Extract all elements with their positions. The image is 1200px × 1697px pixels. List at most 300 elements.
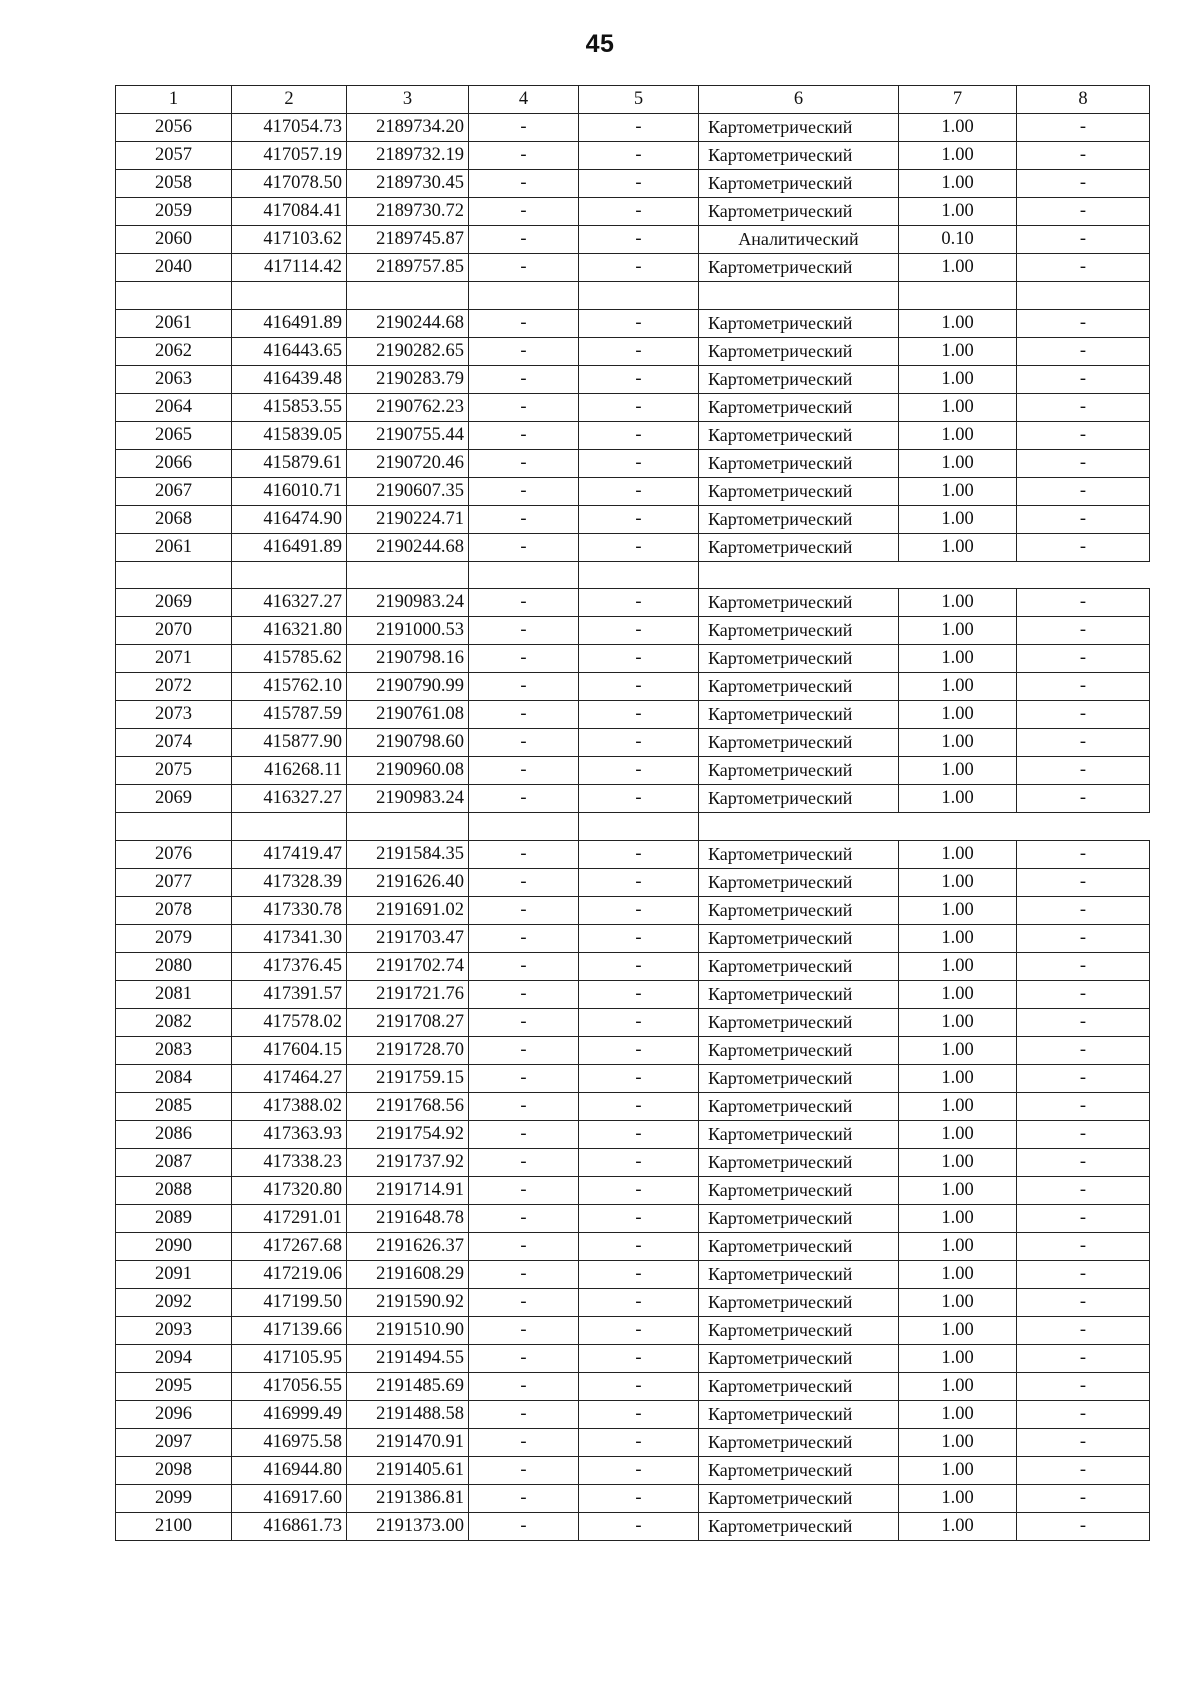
page-number: 45 [585,30,615,58]
coord-x-cell: 415787.59 [232,701,347,729]
col4-cell: - [469,840,579,868]
coord-y-cell: 2190755.44 [347,421,469,449]
table-row [116,1456,1150,1484]
method-cell: Картометрический [699,980,899,1008]
empty-cell [116,813,232,841]
col5-cell: - [579,1512,699,1540]
col5-cell: - [579,1176,699,1204]
coord-x-cell: 416439.48 [232,365,347,393]
method-cell: Картометрический [699,1456,899,1484]
coord-y-cell: 2190960.08 [347,757,469,785]
point-number-cell: 2066 [116,449,232,477]
empty-cell [699,282,899,310]
coord-x-cell: 417114.42 [232,254,347,282]
col8-cell: - [1017,393,1150,421]
coord-y-cell: 2191494.55 [347,1344,469,1372]
col5-cell: - [579,924,699,952]
coord-x-cell: 417219.06 [232,1260,347,1288]
coord-y-cell: 2190282.65 [347,337,469,365]
col5-cell: - [579,673,699,701]
col4-cell: - [469,896,579,924]
col8-cell: - [1017,1484,1150,1512]
col4-cell: - [469,589,579,617]
col5-cell: - [579,589,699,617]
col4-cell: - [469,1456,579,1484]
col4-cell: - [469,673,579,701]
method-cell: Картометрический [699,1260,899,1288]
point-number-cell: 2072 [116,673,232,701]
point-number-cell: 2064 [116,393,232,421]
col8-cell: - [1017,980,1150,1008]
col4-cell: - [469,701,579,729]
col5-cell: - [579,840,699,868]
coord-y-cell: 2191737.92 [347,1148,469,1176]
col4-cell: - [469,449,579,477]
column-header: 5 [579,86,699,114]
col5-cell: - [579,198,699,226]
column-header: 4 [469,86,579,114]
table-row [116,1204,1150,1232]
table-row [116,365,1150,393]
table-row [116,617,1150,645]
point-number-cell: 2065 [116,421,232,449]
accuracy-cell: 1.00 [899,337,1017,365]
coord-x-cell: 417054.73 [232,114,347,142]
point-number-cell: 2071 [116,645,232,673]
method-cell: Картометрический [699,254,899,282]
table-row [116,1176,1150,1204]
col5-cell: - [579,1316,699,1344]
col8-cell: - [1017,1036,1150,1064]
col8-cell: - [1017,142,1150,170]
col5-cell: - [579,952,699,980]
method-cell: Картометрический [699,617,899,645]
coord-x-cell: 417604.15 [232,1036,347,1064]
method-cell: Картометрический [699,1120,899,1148]
col4-cell: - [469,1036,579,1064]
point-number-cell: 2081 [116,980,232,1008]
empty-cell [579,282,699,310]
col8-cell: - [1017,757,1150,785]
col8-cell: - [1017,421,1150,449]
point-number-cell: 2087 [116,1148,232,1176]
col4-cell: - [469,1176,579,1204]
method-cell: Картометрический [699,1204,899,1232]
point-number-cell: 2092 [116,1288,232,1316]
col4-cell: - [469,254,579,282]
column-header: 7 [899,86,1017,114]
col5-cell: - [579,533,699,561]
col5-cell: - [579,868,699,896]
method-cell: Картометрический [699,673,899,701]
method-cell: Картометрический [699,645,899,673]
accuracy-cell: 1.00 [899,198,1017,226]
table-row [116,1148,1150,1176]
col5-cell: - [579,365,699,393]
method-cell: Картометрический [699,449,899,477]
col8-cell: - [1017,1260,1150,1288]
table-row [116,1232,1150,1260]
col4-cell: - [469,114,579,142]
col5-cell: - [579,1148,699,1176]
col4-cell: - [469,393,579,421]
table-row [116,757,1150,785]
table-row [116,896,1150,924]
col4-cell: - [469,1400,579,1428]
col8-cell: - [1017,1316,1150,1344]
col4-cell: - [469,952,579,980]
col4-cell: - [469,365,579,393]
empty-cell [232,561,347,589]
coord-x-cell: 417078.50 [232,170,347,198]
col5-cell: - [579,896,699,924]
col4-cell: - [469,1316,579,1344]
table-row [116,1008,1150,1036]
accuracy-cell: 1.00 [899,1176,1017,1204]
method-cell: Картометрический [699,421,899,449]
accuracy-cell: 1.00 [899,729,1017,757]
col4-cell: - [469,645,579,673]
col4-cell: - [469,729,579,757]
accuracy-cell: 1.00 [899,114,1017,142]
col5-cell: - [579,393,699,421]
column-header: 2 [232,86,347,114]
coord-y-cell: 2189757.85 [347,254,469,282]
col4-cell: - [469,142,579,170]
table-row [116,254,1150,282]
point-number-cell: 2091 [116,1260,232,1288]
accuracy-cell: 1.00 [899,1148,1017,1176]
accuracy-cell: 1.00 [899,142,1017,170]
accuracy-cell: 1.00 [899,1400,1017,1428]
coord-x-cell: 417291.01 [232,1204,347,1232]
table-row [116,421,1150,449]
method-cell: Картометрический [699,1288,899,1316]
col8-cell: - [1017,729,1150,757]
coord-x-cell: 415853.55 [232,393,347,421]
table-row [116,1344,1150,1372]
point-number-cell: 2068 [116,505,232,533]
accuracy-cell: 1.00 [899,673,1017,701]
col4-cell: - [469,1260,579,1288]
accuracy-cell: 1.00 [899,1204,1017,1232]
coord-x-cell: 416474.90 [232,505,347,533]
empty-cell [469,561,579,589]
point-number-cell: 2056 [116,114,232,142]
table-row [116,1120,1150,1148]
coord-x-cell: 417341.30 [232,924,347,952]
column-header: 3 [347,86,469,114]
col5-cell: - [579,1484,699,1512]
col8-cell: - [1017,1008,1150,1036]
table-row [116,673,1150,701]
point-number-cell: 2069 [116,589,232,617]
col5-cell: - [579,449,699,477]
coord-y-cell: 2191373.00 [347,1512,469,1540]
table-row [116,1512,1150,1540]
col4-cell: - [469,1344,579,1372]
col8-cell: - [1017,477,1150,505]
point-number-cell: 2094 [116,1344,232,1372]
table-row [116,142,1150,170]
col5-cell: - [579,1232,699,1260]
col4-cell: - [469,170,579,198]
coord-y-cell: 2189734.20 [347,114,469,142]
table-row [116,309,1150,337]
method-cell: Картометрический [699,1008,899,1036]
table-row [116,1036,1150,1064]
coord-y-cell: 2191728.70 [347,1036,469,1064]
accuracy-cell: 1.00 [899,645,1017,673]
method-cell: Картометрический [699,198,899,226]
coord-x-cell: 417419.47 [232,840,347,868]
method-cell: Картометрический [699,701,899,729]
col5-cell: - [579,421,699,449]
col5-cell: - [579,170,699,198]
method-cell: Картометрический [699,505,899,533]
accuracy-cell: 1.00 [899,701,1017,729]
method-cell: Картометрический [699,1400,899,1428]
empty-cell [699,813,1150,841]
col4-cell: - [469,198,579,226]
coord-x-cell: 416443.65 [232,337,347,365]
accuracy-cell: 1.00 [899,254,1017,282]
method-cell: Картометрический [699,1148,899,1176]
table-row [116,1260,1150,1288]
col8-cell: - [1017,1232,1150,1260]
coord-x-cell: 417084.41 [232,198,347,226]
point-number-cell: 2077 [116,868,232,896]
coord-x-cell: 417391.57 [232,980,347,1008]
method-cell: Картометрический [699,1344,899,1372]
point-number-cell: 2084 [116,1064,232,1092]
column-header: 1 [116,86,232,114]
coord-x-cell: 417388.02 [232,1092,347,1120]
col4-cell: - [469,868,579,896]
coord-x-cell: 417105.95 [232,1344,347,1372]
accuracy-cell: 1.00 [899,980,1017,1008]
coord-y-cell: 2190761.08 [347,701,469,729]
col8-cell: - [1017,673,1150,701]
table-row [116,1316,1150,1344]
col5-cell: - [579,1204,699,1232]
accuracy-cell: 1.00 [899,170,1017,198]
coord-y-cell: 2190283.79 [347,365,469,393]
method-cell: Картометрический [699,868,899,896]
table-row [116,1372,1150,1400]
accuracy-cell: 1.00 [899,1260,1017,1288]
coord-y-cell: 2189745.87 [347,226,469,254]
col8-cell: - [1017,1372,1150,1400]
col5-cell: - [579,785,699,813]
table-row [116,1092,1150,1120]
col5-cell: - [579,729,699,757]
method-cell: Картометрический [699,1092,899,1120]
col5-cell: - [579,617,699,645]
coord-y-cell: 2191485.69 [347,1372,469,1400]
point-number-cell: 2096 [116,1400,232,1428]
col4-cell: - [469,1064,579,1092]
point-number-cell: 2095 [116,1372,232,1400]
table-row [116,980,1150,1008]
method-cell: Картометрический [699,393,899,421]
table-body [116,86,1150,1541]
col4-cell: - [469,1484,579,1512]
separator-row [116,813,1150,841]
empty-cell [347,561,469,589]
col5-cell: - [579,337,699,365]
accuracy-cell: 1.00 [899,309,1017,337]
accuracy-cell: 1.00 [899,1064,1017,1092]
coord-y-cell: 2191584.35 [347,840,469,868]
method-cell: Картометрический [699,365,899,393]
col8-cell: - [1017,337,1150,365]
col5-cell: - [579,1120,699,1148]
coord-x-cell: 417328.39 [232,868,347,896]
col4-cell: - [469,1288,579,1316]
col4-cell: - [469,1372,579,1400]
table-row [116,114,1150,142]
accuracy-cell: 1.00 [899,393,1017,421]
coord-y-cell: 2191590.92 [347,1288,469,1316]
coord-y-cell: 2189732.19 [347,142,469,170]
method-cell: Картометрический [699,1316,899,1344]
point-number-cell: 2061 [116,533,232,561]
table-row [116,924,1150,952]
col4-cell: - [469,1512,579,1540]
col5-cell: - [579,980,699,1008]
method-cell: Картометрический [699,309,899,337]
coord-x-cell: 415785.62 [232,645,347,673]
col4-cell: - [469,226,579,254]
table-row [116,1428,1150,1456]
col4-cell: - [469,617,579,645]
method-cell: Картометрический [699,114,899,142]
point-number-cell: 2089 [116,1204,232,1232]
table-row [116,701,1150,729]
col8-cell: - [1017,645,1150,673]
point-number-cell: 2063 [116,365,232,393]
table-row [116,1064,1150,1092]
coord-y-cell: 2190798.60 [347,729,469,757]
point-number-cell: 2076 [116,840,232,868]
col8-cell: - [1017,785,1150,813]
accuracy-cell: 1.00 [899,533,1017,561]
accuracy-cell: 1.00 [899,1316,1017,1344]
coord-x-cell: 416010.71 [232,477,347,505]
col5-cell: - [579,114,699,142]
col5-cell: - [579,142,699,170]
method-cell: Картометрический [699,896,899,924]
col5-cell: - [579,1344,699,1372]
coord-x-cell: 417330.78 [232,896,347,924]
point-number-cell: 2040 [116,254,232,282]
column-header: 8 [1017,86,1150,114]
col4-cell: - [469,924,579,952]
coord-x-cell: 417376.45 [232,952,347,980]
method-cell: Картометрический [699,337,899,365]
col5-cell: - [579,1428,699,1456]
empty-cell [232,813,347,841]
accuracy-cell: 1.00 [899,1008,1017,1036]
col8-cell: - [1017,254,1150,282]
coord-y-cell: 2191714.91 [347,1176,469,1204]
table-row [116,170,1150,198]
point-number-cell: 2082 [116,1008,232,1036]
point-number-cell: 2088 [116,1176,232,1204]
point-number-cell: 2080 [116,952,232,980]
col8-cell: - [1017,1176,1150,1204]
coord-y-cell: 2191405.61 [347,1456,469,1484]
col8-cell: - [1017,365,1150,393]
coord-x-cell: 416861.73 [232,1512,347,1540]
table-row [116,226,1150,254]
empty-cell [347,282,469,310]
accuracy-cell: 1.00 [899,477,1017,505]
col8-cell: - [1017,449,1150,477]
coord-y-cell: 2191000.53 [347,617,469,645]
point-number-cell: 2078 [116,896,232,924]
col5-cell: - [579,1064,699,1092]
accuracy-cell: 1.00 [899,1484,1017,1512]
point-number-cell: 2061 [116,309,232,337]
table-row [116,449,1150,477]
coord-y-cell: 2190983.24 [347,785,469,813]
table-row [116,589,1150,617]
table-row [116,393,1150,421]
col5-cell: - [579,1092,699,1120]
empty-cell [1017,282,1150,310]
accuracy-cell: 1.00 [899,1232,1017,1260]
empty-cell [899,282,1017,310]
col5-cell: - [579,645,699,673]
coord-y-cell: 2191626.37 [347,1232,469,1260]
col8-cell: - [1017,198,1150,226]
coord-x-cell: 416268.11 [232,757,347,785]
col8-cell: - [1017,226,1150,254]
method-cell: Картометрический [699,1232,899,1260]
accuracy-cell: 1.00 [899,505,1017,533]
table-row [116,868,1150,896]
col4-cell: - [469,1092,579,1120]
separator-row [116,282,1150,310]
accuracy-cell: 1.00 [899,589,1017,617]
coord-x-cell: 416327.27 [232,589,347,617]
column-header: 6 [699,86,899,114]
point-number-cell: 2060 [116,226,232,254]
empty-cell [469,282,579,310]
accuracy-cell: 1.00 [899,1456,1017,1484]
empty-cell [347,813,469,841]
point-number-cell: 2079 [116,924,232,952]
coord-y-cell: 2190720.46 [347,449,469,477]
col4-cell: - [469,1204,579,1232]
col8-cell: - [1017,1064,1150,1092]
accuracy-cell: 1.00 [899,421,1017,449]
coord-x-cell: 417578.02 [232,1008,347,1036]
col5-cell: - [579,1036,699,1064]
empty-cell [116,282,232,310]
coord-x-cell: 417103.62 [232,226,347,254]
col5-cell: - [579,701,699,729]
point-number-cell: 2069 [116,785,232,813]
point-number-cell: 2093 [116,1316,232,1344]
col8-cell: - [1017,840,1150,868]
col8-cell: - [1017,1428,1150,1456]
table-row [116,477,1150,505]
coord-y-cell: 2191721.76 [347,980,469,1008]
coord-y-cell: 2191708.27 [347,1008,469,1036]
